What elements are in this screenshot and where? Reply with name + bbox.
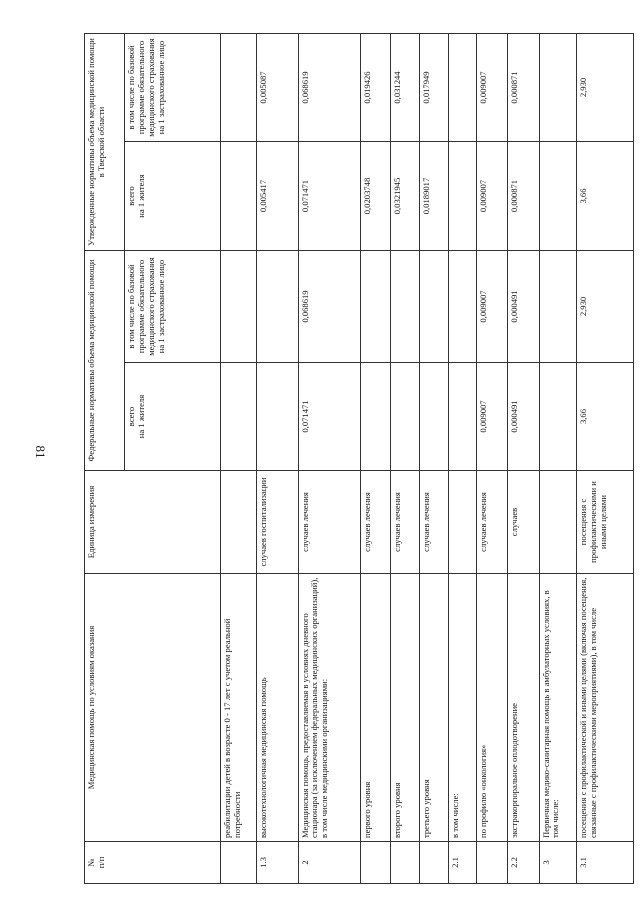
row-num xyxy=(361,842,390,884)
row-num xyxy=(221,842,257,884)
header-federal: Федеральные нормативы объема медицинской помощи xyxy=(85,251,125,471)
header-type: Медицинская помощь по условиям оказания xyxy=(85,574,221,842)
table-row xyxy=(539,34,577,884)
row-tver-oms: 0,031244 xyxy=(390,34,419,142)
row-type: первого уровня xyxy=(361,574,390,842)
row-tver-oms: 0,017949 xyxy=(420,34,449,142)
row-federal-total: 0,000491 xyxy=(508,363,539,471)
row-federal-total xyxy=(449,363,476,471)
row-tver-oms: 0,000871 xyxy=(508,34,539,142)
table-row xyxy=(361,34,390,884)
row-federal-oms: 2,930 xyxy=(577,251,634,363)
row-type: второго уровня xyxy=(390,574,419,842)
row-num: 2.1 xyxy=(449,842,476,884)
row-num xyxy=(390,842,419,884)
row-federal-total xyxy=(390,363,419,471)
row-unit: случаев лечения xyxy=(420,471,449,574)
row-federal-total: 0,071471 xyxy=(298,363,361,471)
header-tver-total: всего на 1 жителя xyxy=(125,142,221,251)
row-type: Первичная медико-санитарная помощь в амбулаторных условиях, в том числе: xyxy=(539,574,577,842)
table-row xyxy=(449,34,476,884)
row-federal-oms xyxy=(390,251,419,363)
row-tver-total xyxy=(539,142,577,251)
row-federal-total xyxy=(256,363,298,471)
table-row xyxy=(577,34,634,884)
row-federal-total xyxy=(420,363,449,471)
header-unit: Единица измерения xyxy=(85,471,221,574)
row-tver-total xyxy=(449,142,476,251)
row-tver-total: 0,005417 xyxy=(256,142,298,251)
row-federal-total xyxy=(539,363,577,471)
row-federal-oms: 0,068619 xyxy=(298,251,361,363)
row-type: по профилю «онкология» xyxy=(476,574,507,842)
row-federal-oms xyxy=(256,251,298,363)
header-federal-total: всего на 1 жителя xyxy=(125,363,221,471)
row-unit: случаев госпитализации xyxy=(256,471,298,574)
row-type: в том числе: xyxy=(449,574,476,842)
row-unit: случаев лечения xyxy=(361,471,390,574)
row-unit: случаев лечения xyxy=(476,471,507,574)
row-num xyxy=(476,842,507,884)
row-federal-total xyxy=(221,363,257,471)
table-row xyxy=(476,34,507,884)
row-federal-oms xyxy=(361,251,390,363)
rotated-table-wrapper xyxy=(84,34,634,884)
row-tver-total: 0,0203748 xyxy=(361,142,390,251)
row-type: высокотехнологичная медицинская помощь xyxy=(256,574,298,842)
row-federal-oms xyxy=(449,251,476,363)
row-tver-oms xyxy=(539,34,577,142)
row-unit: случаев лечения xyxy=(390,471,419,574)
table-row xyxy=(508,34,539,884)
row-num: 1.3 xyxy=(256,842,298,884)
row-federal-oms xyxy=(539,251,577,363)
row-unit: посещения с профилактическими и иными целями xyxy=(577,471,634,574)
page-number: 81 xyxy=(33,445,48,459)
row-tver-total xyxy=(221,142,257,251)
row-unit xyxy=(539,471,577,574)
row-federal-oms: 0,000491 xyxy=(508,251,539,363)
header-tver-oms: в том числе по базовой программе обязательного медицинского страхования на 1 застрахованное лицо xyxy=(125,34,221,142)
header-num: № п/п xyxy=(85,842,221,884)
row-federal-total xyxy=(361,363,390,471)
table-body xyxy=(221,34,634,884)
row-tver-total: 0,000871 xyxy=(508,142,539,251)
row-type: Медицинская помощь, предоставляемая в условиях дневного стационара (за исключением федеральных медицинских организаций), в том числе медицинскими организациями: xyxy=(298,574,361,842)
row-num xyxy=(420,842,449,884)
row-tver-total: 0,071471 xyxy=(298,142,361,251)
table-row xyxy=(420,34,449,884)
row-num: 2 xyxy=(298,842,361,884)
normatives-table xyxy=(84,33,634,884)
header-federal-oms: в том числе по базовой программе обязательного медицинского страхования на 1 застрахованное лицо xyxy=(125,251,221,363)
row-num: 3 xyxy=(539,842,577,884)
row-federal-total: 0,009007 xyxy=(476,363,507,471)
table-row xyxy=(298,34,361,884)
row-num: 2.2 xyxy=(508,842,539,884)
row-federal-total: 3,66 xyxy=(577,363,634,471)
row-type: третьего уровня xyxy=(420,574,449,842)
row-tver-oms xyxy=(449,34,476,142)
row-unit xyxy=(221,471,257,574)
row-num: 3.1 xyxy=(577,842,634,884)
table-row xyxy=(256,34,298,884)
header-tver: Утвержденные нормативы объема медицинской помощи в Тверской области xyxy=(85,34,125,251)
row-unit: случаев лечения xyxy=(298,471,361,574)
row-tver-oms: 0,009007 xyxy=(476,34,507,142)
row-tver-total: 0,0321945 xyxy=(390,142,419,251)
row-unit xyxy=(449,471,476,574)
row-tver-oms xyxy=(221,34,257,142)
row-tver-oms: 0,068619 xyxy=(298,34,361,142)
row-tver-oms: 2,930 xyxy=(577,34,634,142)
table-row xyxy=(221,34,257,884)
table-row xyxy=(390,34,419,884)
row-type: посещения с профилактической и иными целями (включая посещения, связанные с профилактическими мероприятиями), в том числе xyxy=(577,574,634,842)
row-tver-total: 0,009007 xyxy=(476,142,507,251)
row-tver-oms: 0,005087 xyxy=(256,34,298,142)
row-type: экстракорпоральное оплодотворение xyxy=(508,574,539,842)
row-federal-oms: 0,009007 xyxy=(476,251,507,363)
row-unit: случаев xyxy=(508,471,539,574)
row-tver-total: 3,66 xyxy=(577,142,634,251)
row-tver-total: 0,0189017 xyxy=(420,142,449,251)
row-tver-oms: 0,019426 xyxy=(361,34,390,142)
row-type: реабилитации детей в возрасте 0 - 17 лет с учетом реальной потребности xyxy=(221,574,257,842)
row-federal-oms xyxy=(221,251,257,363)
row-federal-oms xyxy=(420,251,449,363)
